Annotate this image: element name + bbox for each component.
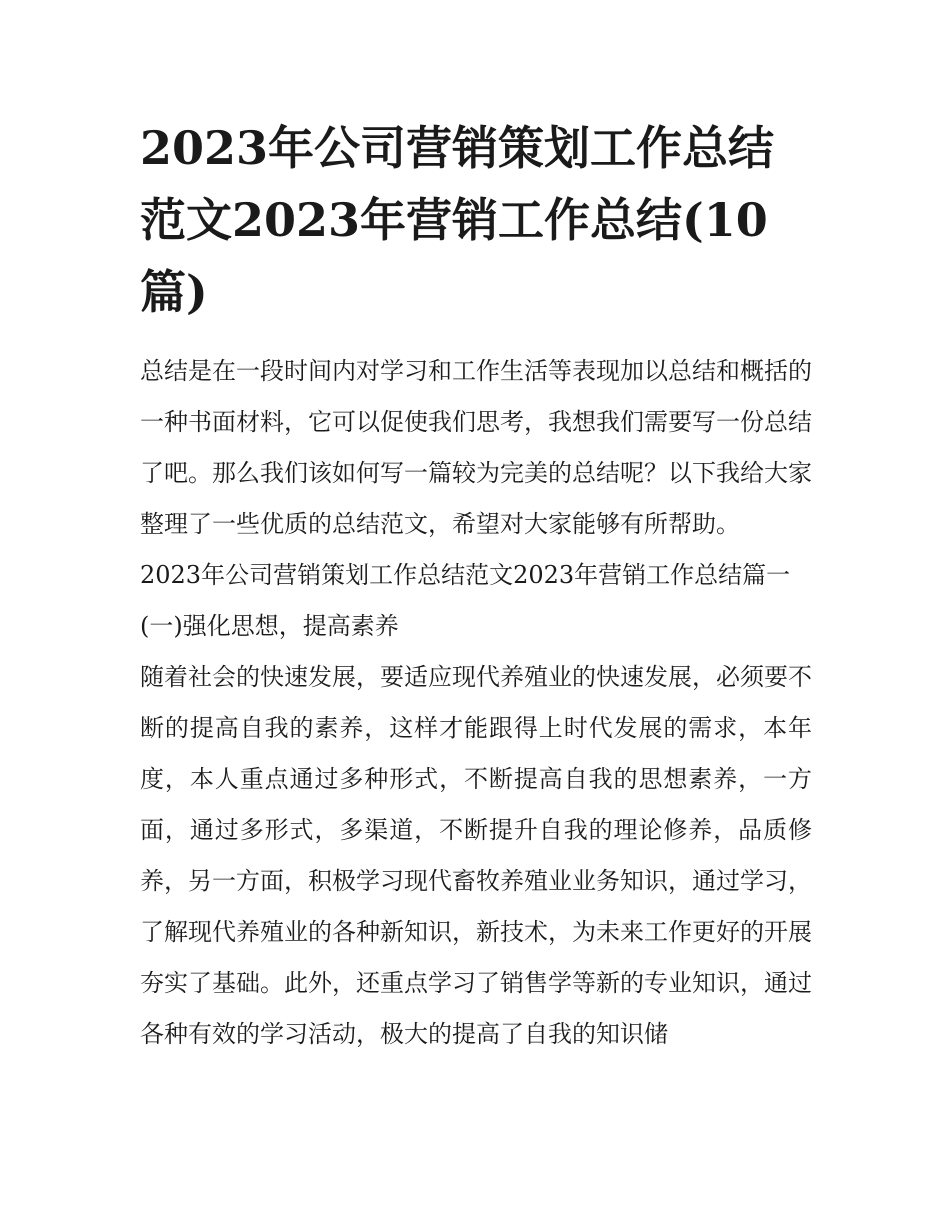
subheading: (一)强化思想，提高素养: [140, 612, 399, 640]
section-heading: 2023年公司营销策划工作总结范文2023年营销工作总结篇一: [140, 561, 791, 589]
document-title: 2023年公司营销策划工作总结范文2023年营销工作总结(10篇): [140, 121, 775, 319]
intro-paragraph: 总结是在一段时间内对学习和工作生活等表现加以总结和概括的一种书面材料，它可以促使我们思考，我想我们需要写一份总结了吧。那么我们该如何写一篇较为完美的总结呢？以下我给大家整理了一些优质的总结范文，希望对大家能够有所帮助。: [140, 357, 812, 538]
document-page: [140, 112, 812, 1060]
body-paragraph: 随着社会的快速发展，要适应现代养殖业的快速发展，必须要不断的提高自我的素养，这样才能跟得上时代发展的需求，本年度，本人重点通过多种形式，不断提高自我的思想素养，一方面，通过多形式，多渠道，不断提升自我的理论修养，品质修养，另一方面，积极学习现代畜牧养殖业业务知识，通过学习，了解现代养殖业的各种新知识，新技术，为未来工作更好的开展夯实了基础。此外，还重点学习了销售学等新的专业知识，通过各种有效的学习活动，极大的提高了自我的知识储: [140, 663, 812, 1048]
